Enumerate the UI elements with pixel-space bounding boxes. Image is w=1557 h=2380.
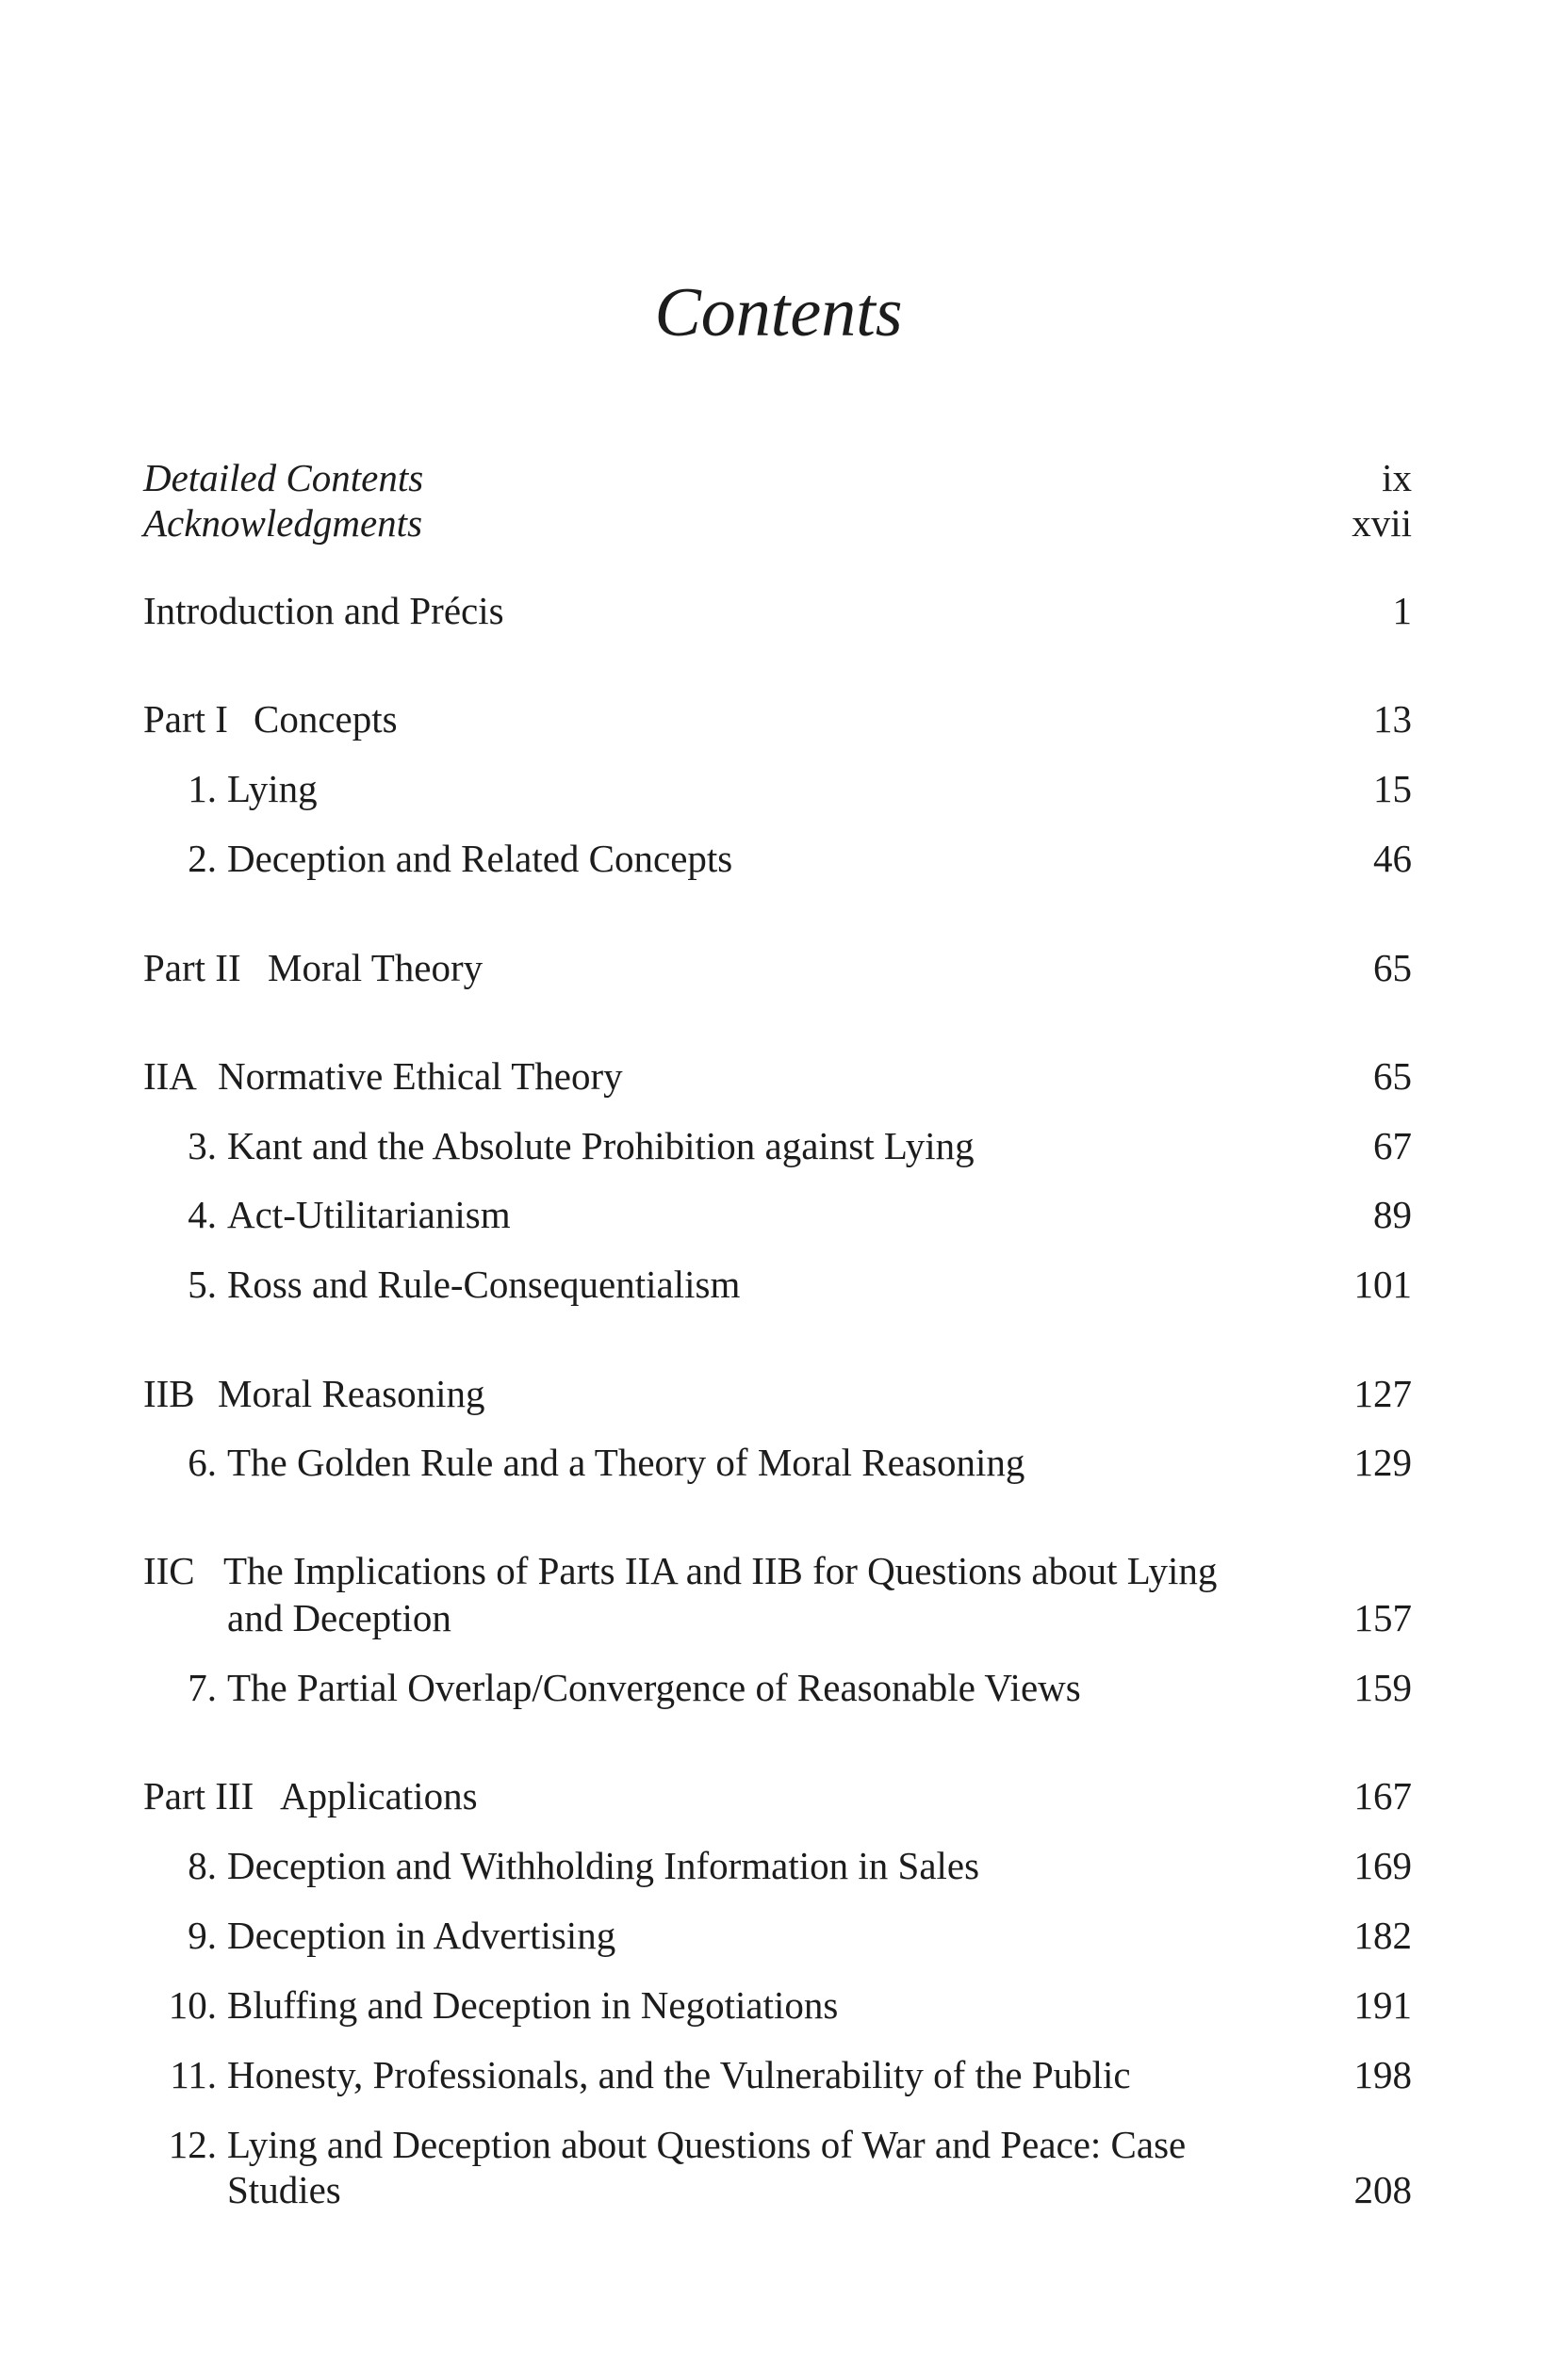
toc-entry-section-iib[interactable]	[143, 1370, 1412, 1417]
toc-page-number: 101	[1353, 1263, 1412, 1306]
toc-part-prefix: Part I	[143, 697, 228, 741]
toc-page-number: 191	[1353, 1983, 1412, 2027]
toc-label: Deception in Advertising	[227, 1914, 616, 1957]
toc-label: Acknowledgments	[143, 501, 423, 545]
toc-chapter-number: 9.	[188, 1914, 217, 1957]
toc-page-number: 15	[1373, 767, 1412, 810]
toc-entry-section-iic[interactable]	[143, 1547, 1412, 1594]
toc-page-number: 169	[1353, 1844, 1412, 1887]
toc-label: Deception and Withholding Information in Sales	[227, 1844, 980, 1887]
toc-label: Applications	[280, 1774, 478, 1818]
toc-entry-part-3[interactable]	[143, 1772, 1412, 1819]
toc-page-number: 67	[1373, 1124, 1412, 1167]
toc-page-number: 198	[1353, 2053, 1412, 2096]
toc-page-number: 127	[1353, 1372, 1412, 1415]
toc-page-number: ix	[1382, 456, 1412, 499]
toc-label: Introduction and Précis	[143, 589, 504, 632]
toc-label: Act-Utilitarianism	[227, 1193, 511, 1236]
toc-label: Moral Theory	[268, 946, 483, 989]
toc-entry-section-iia[interactable]	[143, 1052, 1412, 1100]
toc-page-number: 129	[1353, 1441, 1412, 1484]
toc-label: Moral Reasoning	[218, 1372, 485, 1415]
toc-chapter-number: 6.	[188, 1441, 217, 1484]
toc-entry-chapter-11[interactable]	[143, 2051, 1412, 2098]
toc-label: Detailed Contents	[143, 456, 424, 499]
toc-entry-chapter-3[interactable]	[143, 1122, 1412, 1169]
toc-entry-introduction[interactable]	[143, 587, 1412, 634]
toc-section-prefix: IIC	[143, 1549, 195, 1592]
toc-chapter-number: 12.	[168, 2123, 217, 2166]
toc-entry-chapter-4[interactable]	[143, 1191, 1412, 1238]
toc-label: Normative Ethical Theory	[218, 1054, 623, 1098]
toc-entry-chapter-9[interactable]	[143, 1912, 1412, 1959]
page-title: Contents	[654, 274, 903, 351]
toc-label: Kant and the Absolute Prohibition against Lying	[227, 1124, 975, 1167]
toc-page-number: 46	[1373, 837, 1412, 880]
toc-page-number: 89	[1373, 1193, 1412, 1236]
toc-chapter-number: 4.	[188, 1193, 217, 1236]
toc-page-number: 65	[1373, 946, 1412, 989]
toc-chapter-number: 7.	[188, 1666, 217, 1709]
toc-label: Honesty, Professionals, and the Vulnerability of the Public	[227, 2053, 1131, 2096]
toc-page-number: 182	[1353, 1914, 1412, 1957]
toc-chapter-number: 10.	[168, 1983, 217, 2027]
toc-entry-part-2[interactable]	[143, 944, 1412, 991]
toc-part-prefix: Part III	[143, 1774, 254, 1818]
toc-entry-chapter-8[interactable]	[143, 1842, 1412, 1889]
toc-page-number: 167	[1353, 1774, 1412, 1818]
toc-label: Deception and Related Concepts	[227, 837, 733, 880]
toc-label: The Partial Overlap/Convergence of Reasonable Views	[227, 1666, 1081, 1709]
toc-entry-acknowledgments[interactable]	[143, 499, 1412, 546]
toc-label-line-2: and Deception	[227, 1596, 451, 1639]
toc-page-number: 13	[1373, 697, 1412, 741]
toc-chapter-number: 1.	[188, 767, 217, 810]
toc-label-line-1: Lying and Deception about Questions of War and Peace: Case	[227, 2123, 1187, 2166]
toc-page-number: 159	[1353, 1666, 1412, 1709]
toc-section-prefix: IIA	[143, 1054, 197, 1098]
toc-entry-chapter-1[interactable]	[143, 765, 1412, 812]
toc-label: Concepts	[254, 697, 398, 741]
toc-page-number: xvii	[1352, 501, 1412, 545]
toc-entry-chapter-2[interactable]	[143, 835, 1412, 882]
toc-part-prefix: Part II	[143, 946, 241, 989]
toc-label: The Golden Rule and a Theory of Moral Reasoning	[227, 1441, 1025, 1484]
toc-chapter-number: 5.	[188, 1263, 217, 1306]
toc-chapter-number: 11.	[170, 2053, 217, 2096]
toc-entry-chapter-12-continued[interactable]	[143, 2166, 1412, 2213]
toc-entry-section-iic-continued[interactable]	[143, 1594, 1412, 1641]
toc-page-number: 157	[1353, 1596, 1412, 1639]
toc-entry-detailed-contents[interactable]	[143, 454, 1412, 501]
toc-label-line-1: The Implications of Parts IIA and IIB for Questions about Lying	[223, 1549, 1218, 1592]
toc-label: Ross and Rule-Consequentialism	[227, 1263, 741, 1306]
toc-page-number: 65	[1373, 1054, 1412, 1098]
toc-entry-chapter-6[interactable]	[143, 1439, 1412, 1486]
toc-label: Bluffing and Deception in Negotiations	[227, 1983, 839, 2027]
toc-page-number: 208	[1353, 2168, 1412, 2211]
toc-entry-chapter-10[interactable]	[143, 1981, 1412, 2029]
toc-chapter-number: 3.	[188, 1124, 217, 1167]
toc-chapter-number: 2.	[188, 837, 217, 880]
toc-chapter-number: 8.	[188, 1844, 217, 1887]
toc-label: Lying	[227, 767, 318, 810]
toc-label-line-2: Studies	[227, 2168, 341, 2211]
toc-entry-chapter-5[interactable]	[143, 1261, 1412, 1308]
toc-page-number: 1	[1392, 589, 1412, 632]
toc-section-prefix: IIB	[143, 1372, 195, 1415]
toc-entry-chapter-7[interactable]	[143, 1664, 1412, 1711]
toc-entry-chapter-12[interactable]	[143, 2121, 1412, 2168]
toc-entry-part-1[interactable]	[143, 695, 1412, 742]
